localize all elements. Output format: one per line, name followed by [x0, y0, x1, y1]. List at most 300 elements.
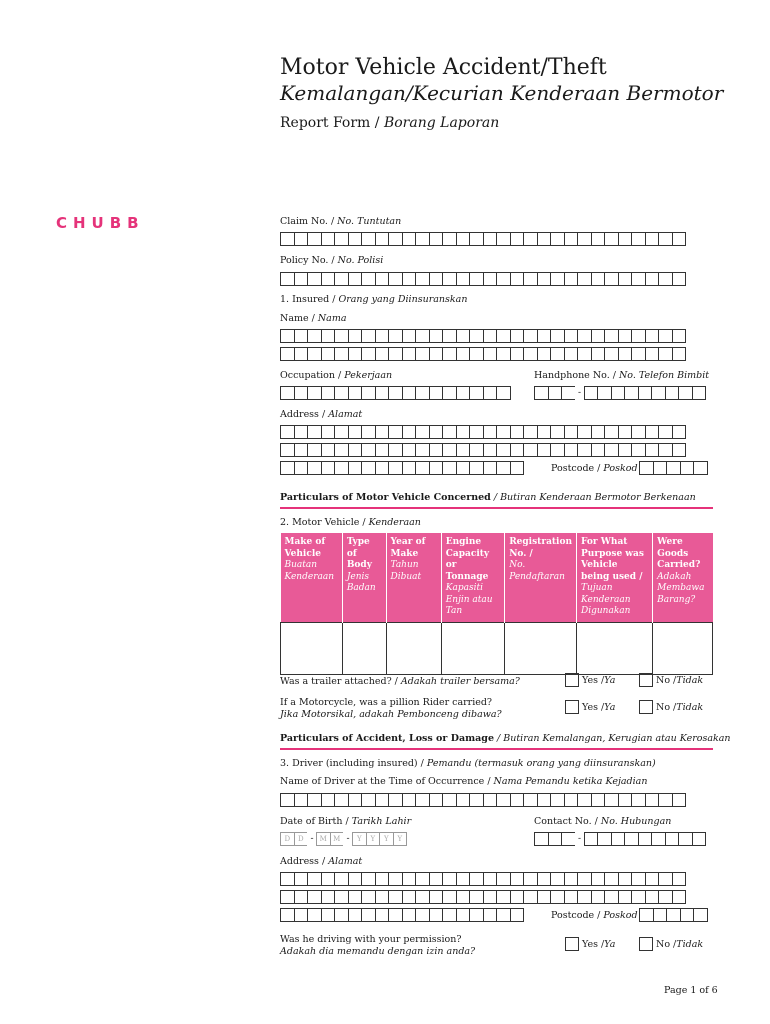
char-box[interactable] — [429, 386, 444, 400]
char-box[interactable] — [415, 329, 430, 343]
char-box[interactable] — [537, 793, 552, 807]
char-box[interactable] — [672, 232, 687, 246]
trailer-yes[interactable]: Yes / Ya — [565, 673, 615, 687]
permission-no[interactable]: No / Tidak — [639, 937, 703, 951]
char-box[interactable] — [591, 793, 606, 807]
char-box[interactable] — [523, 272, 538, 286]
char-box[interactable] — [334, 890, 349, 904]
char-box[interactable] — [672, 443, 687, 457]
pillion-no[interactable]: No / Tidak — [639, 700, 703, 714]
char-box[interactable] — [597, 832, 612, 846]
char-box[interactable] — [564, 347, 579, 361]
handphone-field[interactable] — [534, 386, 705, 400]
address-field-line2[interactable] — [280, 443, 685, 457]
char-box[interactable] — [469, 329, 484, 343]
char-box[interactable] — [388, 272, 403, 286]
char-box[interactable] — [280, 908, 295, 922]
char-box[interactable] — [537, 347, 552, 361]
char-box[interactable] — [653, 461, 668, 475]
char-box[interactable] — [469, 872, 484, 886]
char-box[interactable] — [631, 272, 646, 286]
char-box[interactable] — [483, 872, 498, 886]
char-box[interactable] — [510, 425, 525, 439]
char-box[interactable] — [280, 461, 295, 475]
char-box[interactable] — [534, 386, 549, 400]
char-box[interactable] — [388, 908, 403, 922]
make-cell[interactable] — [281, 622, 343, 674]
char-box[interactable] — [280, 443, 295, 457]
char-box[interactable] — [564, 443, 579, 457]
char-box[interactable] — [456, 890, 471, 904]
char-box[interactable] — [564, 329, 579, 343]
char-box[interactable] — [651, 386, 666, 400]
char-box[interactable] — [618, 272, 633, 286]
char-box[interactable] — [680, 908, 695, 922]
char-box[interactable] — [577, 329, 592, 343]
char-box[interactable] — [693, 908, 708, 922]
char-box[interactable] — [402, 272, 417, 286]
char-box[interactable] — [469, 793, 484, 807]
char-box[interactable] — [456, 443, 471, 457]
checkbox[interactable] — [639, 700, 653, 714]
char-box[interactable] — [591, 329, 606, 343]
char-box[interactable] — [429, 232, 444, 246]
char-box[interactable] — [537, 272, 552, 286]
char-box[interactable] — [402, 329, 417, 343]
char-box[interactable] — [483, 232, 498, 246]
char-box[interactable] — [550, 272, 565, 286]
char-box[interactable] — [510, 347, 525, 361]
char-box[interactable] — [631, 443, 646, 457]
char-box[interactable] — [550, 443, 565, 457]
year-cell[interactable] — [386, 622, 441, 674]
char-box[interactable] — [348, 329, 363, 343]
char-box[interactable] — [307, 908, 322, 922]
char-box[interactable] — [307, 872, 322, 886]
char-box[interactable] — [361, 872, 376, 886]
char-box[interactable] — [375, 386, 390, 400]
char-box[interactable] — [388, 386, 403, 400]
char-box[interactable] — [361, 425, 376, 439]
char-box[interactable] — [348, 232, 363, 246]
char-box[interactable] — [456, 461, 471, 475]
char-box[interactable] — [658, 329, 673, 343]
char-box[interactable] — [604, 890, 619, 904]
char-box[interactable] — [294, 425, 309, 439]
char-box[interactable] — [388, 347, 403, 361]
char-box[interactable] — [692, 386, 707, 400]
char-box[interactable] — [415, 272, 430, 286]
char-box[interactable] — [361, 272, 376, 286]
char-box[interactable] — [658, 272, 673, 286]
char-box[interactable] — [631, 232, 646, 246]
char-box[interactable] — [618, 872, 633, 886]
char-box[interactable] — [280, 347, 295, 361]
char-box[interactable] — [442, 347, 457, 361]
char-box[interactable] — [388, 443, 403, 457]
char-box[interactable] — [402, 461, 417, 475]
char-box[interactable] — [496, 347, 511, 361]
char-box[interactable] — [429, 461, 444, 475]
char-box[interactable] — [415, 461, 430, 475]
char-box[interactable] — [584, 832, 599, 846]
char-box[interactable] — [469, 232, 484, 246]
char-box[interactable] — [280, 272, 295, 286]
char-box[interactable] — [496, 232, 511, 246]
char-box[interactable] — [564, 890, 579, 904]
char-box[interactable] — [618, 425, 633, 439]
char-box[interactable] — [469, 461, 484, 475]
char-box[interactable] — [591, 443, 606, 457]
char-box[interactable] — [604, 329, 619, 343]
char-box[interactable] — [678, 386, 693, 400]
char-box[interactable] — [631, 872, 646, 886]
char-box[interactable] — [442, 461, 457, 475]
char-box[interactable] — [672, 329, 687, 343]
char-box[interactable] — [321, 232, 336, 246]
char-box[interactable] — [496, 386, 511, 400]
goods-cell[interactable] — [653, 622, 713, 674]
char-box[interactable] — [564, 272, 579, 286]
char-box[interactable] — [523, 793, 538, 807]
char-box[interactable] — [348, 386, 363, 400]
char-box[interactable] — [496, 329, 511, 343]
char-box[interactable] — [550, 890, 565, 904]
char-box[interactable] — [523, 890, 538, 904]
char-box[interactable] — [375, 272, 390, 286]
driver-name-field[interactable] — [280, 793, 685, 807]
char-box[interactable] — [604, 872, 619, 886]
char-box[interactable] — [307, 329, 322, 343]
char-box[interactable] — [645, 329, 660, 343]
char-box[interactable] — [429, 908, 444, 922]
char-box[interactable] — [624, 832, 639, 846]
contact-field[interactable] — [534, 832, 705, 846]
char-box[interactable] — [672, 425, 687, 439]
char-box[interactable] — [307, 793, 322, 807]
char-box[interactable] — [496, 461, 511, 475]
char-box[interactable] — [280, 386, 295, 400]
char-box[interactable] — [294, 347, 309, 361]
char-box[interactable] — [294, 793, 309, 807]
char-box[interactable] — [442, 425, 457, 439]
char-box[interactable] — [348, 443, 363, 457]
char-box[interactable] — [429, 329, 444, 343]
char-box[interactable] — [442, 793, 457, 807]
char-box[interactable] — [665, 832, 680, 846]
char-box[interactable] — [375, 908, 390, 922]
char-box[interactable] — [334, 272, 349, 286]
char-box[interactable] — [321, 793, 336, 807]
permission-yes[interactable]: Yes / Ya — [565, 937, 615, 951]
char-box[interactable] — [321, 386, 336, 400]
char-box[interactable] — [591, 232, 606, 246]
char-box[interactable] — [483, 793, 498, 807]
address-field-line3[interactable] — [280, 461, 523, 475]
char-box[interactable] — [442, 872, 457, 886]
char-box[interactable] — [442, 890, 457, 904]
char-box[interactable] — [591, 272, 606, 286]
policy-no-field[interactable] — [280, 272, 685, 286]
char-box[interactable] — [510, 890, 525, 904]
char-box[interactable] — [631, 793, 646, 807]
char-box[interactable] — [604, 272, 619, 286]
char-box[interactable] — [618, 329, 633, 343]
char-box[interactable] — [523, 872, 538, 886]
char-box[interactable] — [402, 793, 417, 807]
char-box[interactable] — [672, 793, 687, 807]
char-box[interactable] — [375, 461, 390, 475]
char-box[interactable] — [348, 347, 363, 361]
char-box[interactable] — [483, 347, 498, 361]
char-box[interactable] — [456, 386, 471, 400]
dob-field[interactable]: D D - M M - Y Y Y Y — [280, 832, 406, 846]
char-box[interactable] — [550, 347, 565, 361]
checkbox[interactable] — [565, 937, 579, 951]
char-box[interactable] — [321, 443, 336, 457]
char-box[interactable] — [415, 793, 430, 807]
char-box[interactable] — [307, 347, 322, 361]
char-box[interactable] — [584, 386, 599, 400]
char-box[interactable] — [618, 443, 633, 457]
char-box[interactable] — [597, 386, 612, 400]
char-box[interactable] — [658, 872, 673, 886]
char-box[interactable] — [402, 232, 417, 246]
char-box[interactable] — [294, 908, 309, 922]
char-box[interactable] — [307, 425, 322, 439]
char-box[interactable] — [483, 461, 498, 475]
char-box[interactable] — [334, 232, 349, 246]
char-box[interactable] — [631, 347, 646, 361]
char-box[interactable] — [645, 347, 660, 361]
char-box[interactable] — [334, 329, 349, 343]
char-box[interactable] — [523, 443, 538, 457]
char-box[interactable] — [402, 872, 417, 886]
char-box[interactable] — [645, 793, 660, 807]
char-box[interactable] — [294, 443, 309, 457]
char-box[interactable] — [348, 272, 363, 286]
char-box[interactable] — [496, 272, 511, 286]
char-box[interactable] — [638, 832, 653, 846]
char-box[interactable] — [624, 386, 639, 400]
char-box[interactable] — [334, 908, 349, 922]
char-box[interactable] — [429, 890, 444, 904]
char-box[interactable] — [375, 425, 390, 439]
char-box[interactable] — [388, 890, 403, 904]
char-box[interactable] — [537, 232, 552, 246]
char-box[interactable] — [604, 443, 619, 457]
char-box[interactable] — [672, 272, 687, 286]
char-box[interactable] — [510, 329, 525, 343]
char-box[interactable] — [678, 832, 693, 846]
checkbox[interactable] — [565, 700, 579, 714]
char-box[interactable] — [537, 890, 552, 904]
char-box[interactable] — [294, 890, 309, 904]
char-box[interactable] — [510, 461, 525, 475]
char-box[interactable] — [456, 425, 471, 439]
char-box[interactable] — [483, 386, 498, 400]
char-box[interactable] — [361, 908, 376, 922]
char-box[interactable] — [334, 872, 349, 886]
char-box[interactable] — [523, 347, 538, 361]
char-box[interactable] — [591, 872, 606, 886]
char-box[interactable] — [348, 793, 363, 807]
char-box[interactable] — [280, 425, 295, 439]
char-box[interactable] — [307, 890, 322, 904]
char-box[interactable] — [653, 908, 668, 922]
char-box[interactable] — [429, 347, 444, 361]
char-box[interactable] — [577, 232, 592, 246]
char-box[interactable] — [631, 425, 646, 439]
char-box[interactable] — [307, 443, 322, 457]
char-box[interactable] — [618, 890, 633, 904]
char-box[interactable] — [442, 272, 457, 286]
char-box[interactable] — [537, 425, 552, 439]
char-box[interactable] — [645, 425, 660, 439]
char-box[interactable] — [645, 443, 660, 457]
char-box[interactable] — [665, 386, 680, 400]
char-box[interactable] — [631, 329, 646, 343]
char-box[interactable] — [483, 443, 498, 457]
char-box[interactable] — [307, 232, 322, 246]
char-box[interactable] — [429, 872, 444, 886]
char-box[interactable] — [672, 872, 687, 886]
checkbox[interactable] — [565, 673, 579, 687]
char-box[interactable] — [388, 461, 403, 475]
char-box[interactable] — [388, 872, 403, 886]
checkbox[interactable] — [639, 937, 653, 951]
char-box[interactable] — [361, 386, 376, 400]
char-box[interactable] — [388, 793, 403, 807]
char-box[interactable] — [415, 232, 430, 246]
char-box[interactable] — [307, 461, 322, 475]
char-box[interactable] — [348, 425, 363, 439]
char-box[interactable] — [510, 908, 525, 922]
char-box[interactable] — [294, 329, 309, 343]
char-box[interactable] — [672, 890, 687, 904]
driver-postcode-field[interactable] — [639, 908, 707, 922]
char-box[interactable] — [402, 908, 417, 922]
char-box[interactable] — [469, 890, 484, 904]
char-box[interactable] — [429, 425, 444, 439]
address-field-line1[interactable] — [280, 425, 685, 439]
char-box[interactable] — [496, 908, 511, 922]
char-box[interactable] — [645, 272, 660, 286]
char-box[interactable] — [375, 793, 390, 807]
char-box[interactable] — [280, 232, 295, 246]
char-box[interactable] — [429, 272, 444, 286]
char-box[interactable] — [388, 329, 403, 343]
char-box[interactable] — [604, 232, 619, 246]
char-box[interactable] — [548, 386, 563, 400]
char-box[interactable] — [645, 232, 660, 246]
char-box[interactable] — [658, 890, 673, 904]
char-box[interactable] — [496, 793, 511, 807]
char-box[interactable] — [294, 386, 309, 400]
char-box[interactable] — [483, 425, 498, 439]
char-box[interactable] — [361, 443, 376, 457]
char-box[interactable] — [334, 793, 349, 807]
char-box[interactable] — [321, 908, 336, 922]
char-box[interactable] — [658, 232, 673, 246]
char-box[interactable] — [496, 443, 511, 457]
char-box[interactable] — [388, 232, 403, 246]
char-box[interactable] — [639, 461, 654, 475]
pillion-yes[interactable]: Yes / Ya — [565, 700, 615, 714]
char-box[interactable] — [618, 347, 633, 361]
char-box[interactable] — [639, 908, 654, 922]
char-box[interactable] — [415, 872, 430, 886]
driver-address-line2[interactable] — [280, 890, 685, 904]
char-box[interactable] — [537, 872, 552, 886]
char-box[interactable] — [402, 386, 417, 400]
char-box[interactable] — [348, 890, 363, 904]
char-box[interactable] — [429, 793, 444, 807]
char-box[interactable] — [415, 386, 430, 400]
char-box[interactable] — [591, 890, 606, 904]
char-box[interactable] — [456, 272, 471, 286]
char-box[interactable] — [510, 443, 525, 457]
char-box[interactable] — [402, 890, 417, 904]
char-box[interactable] — [321, 872, 336, 886]
char-box[interactable] — [534, 832, 549, 846]
char-box[interactable] — [550, 329, 565, 343]
char-box[interactable] — [456, 793, 471, 807]
char-box[interactable] — [469, 386, 484, 400]
char-box[interactable] — [321, 347, 336, 361]
char-box[interactable] — [483, 329, 498, 343]
char-box[interactable] — [680, 461, 695, 475]
char-box[interactable] — [321, 461, 336, 475]
char-box[interactable] — [564, 232, 579, 246]
char-box[interactable] — [577, 425, 592, 439]
char-box[interactable] — [415, 908, 430, 922]
char-box[interactable] — [496, 890, 511, 904]
char-box[interactable] — [375, 232, 390, 246]
char-box[interactable] — [402, 443, 417, 457]
char-box[interactable] — [672, 347, 687, 361]
char-box[interactable] — [645, 872, 660, 886]
char-box[interactable] — [294, 272, 309, 286]
char-box[interactable] — [523, 329, 538, 343]
char-box[interactable] — [361, 461, 376, 475]
char-box[interactable] — [591, 425, 606, 439]
char-box[interactable] — [550, 425, 565, 439]
char-box[interactable] — [307, 386, 322, 400]
char-box[interactable] — [469, 443, 484, 457]
char-box[interactable] — [618, 793, 633, 807]
char-box[interactable] — [469, 347, 484, 361]
char-box[interactable] — [321, 425, 336, 439]
char-box[interactable] — [402, 347, 417, 361]
char-box[interactable] — [561, 386, 576, 400]
char-box[interactable] — [334, 386, 349, 400]
char-box[interactable] — [611, 386, 626, 400]
char-box[interactable] — [375, 443, 390, 457]
driver-address-line3[interactable] — [280, 908, 523, 922]
char-box[interactable] — [604, 793, 619, 807]
char-box[interactable] — [375, 347, 390, 361]
body-cell[interactable] — [342, 622, 386, 674]
char-box[interactable] — [651, 832, 666, 846]
char-box[interactable] — [483, 890, 498, 904]
char-box[interactable] — [510, 232, 525, 246]
char-box[interactable] — [402, 425, 417, 439]
char-box[interactable] — [604, 347, 619, 361]
char-box[interactable] — [334, 425, 349, 439]
char-box[interactable] — [577, 272, 592, 286]
char-box[interactable] — [666, 461, 681, 475]
